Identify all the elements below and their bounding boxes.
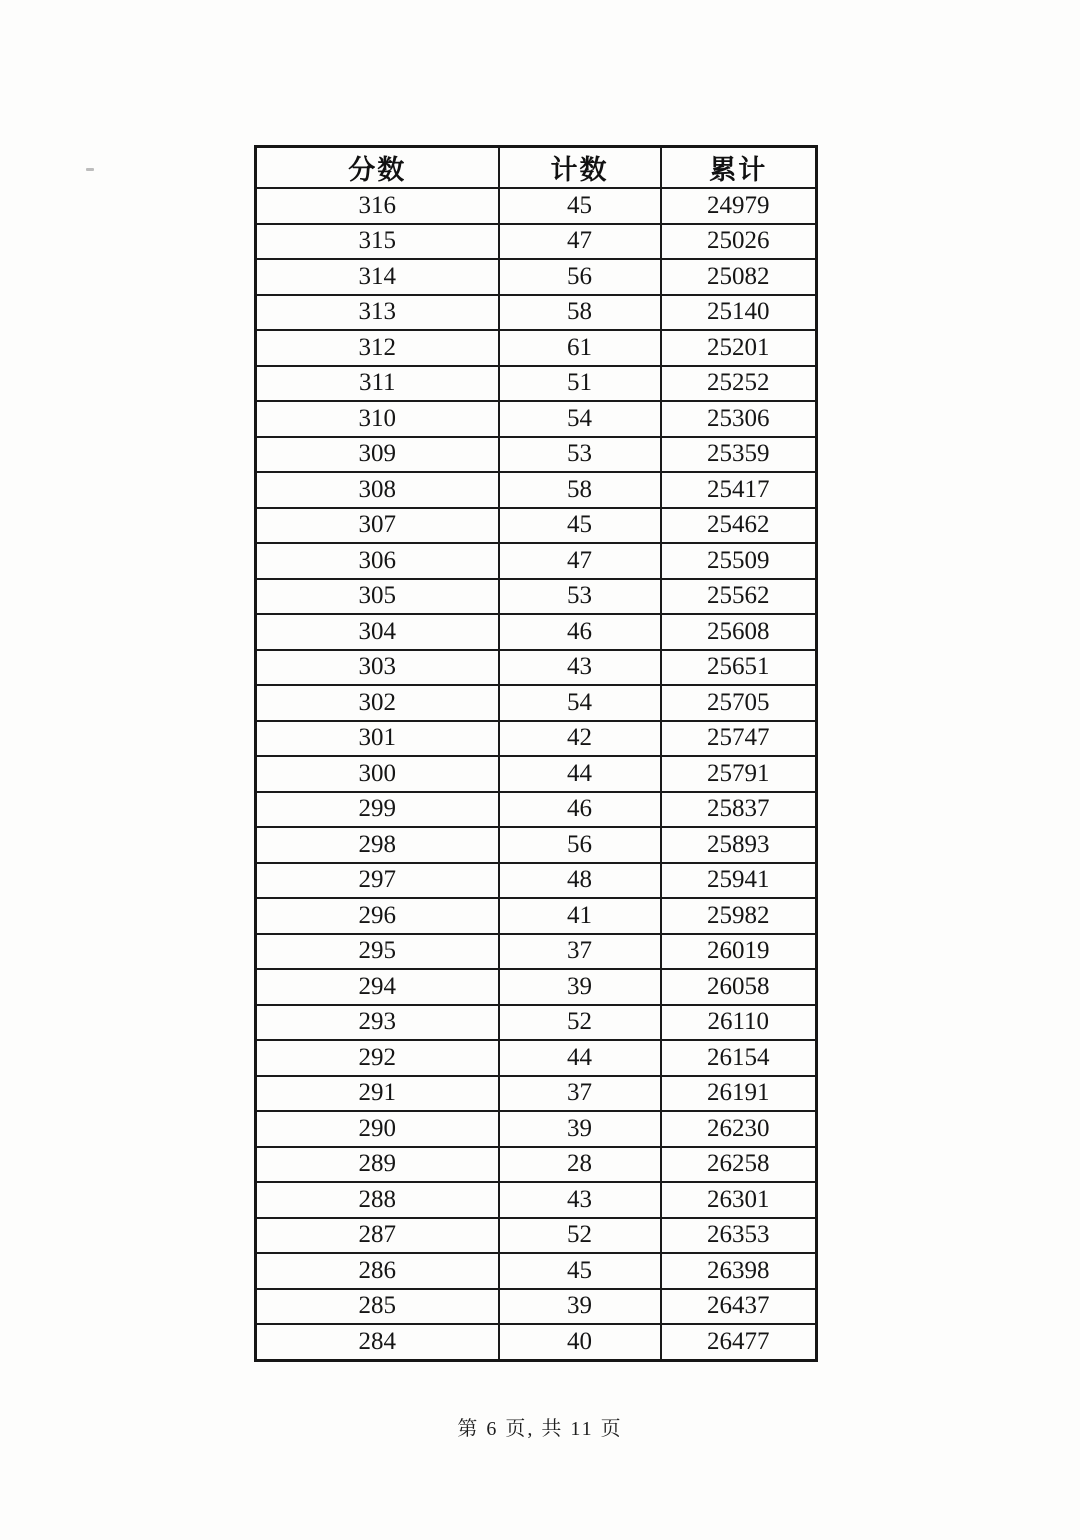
score-cell: 290 — [256, 1111, 499, 1147]
score-cell: 303 — [256, 650, 499, 686]
score-cell: 289 — [256, 1147, 499, 1183]
table-row — [256, 1076, 817, 1112]
score-cell: 300 — [256, 756, 499, 792]
table-row — [256, 827, 817, 863]
score-distribution-table — [254, 145, 818, 1362]
table-row — [256, 259, 817, 295]
score-cell: 315 — [256, 224, 499, 260]
cumulative-cell: 25982 — [661, 898, 817, 934]
count-cell: 61 — [499, 330, 661, 366]
cumulative-cell: 26154 — [661, 1040, 817, 1076]
count-cell: 39 — [499, 1111, 661, 1147]
table-row — [256, 401, 817, 437]
score-cell: 310 — [256, 401, 499, 437]
count-cell: 56 — [499, 259, 661, 295]
table-row — [256, 224, 817, 260]
cumulative-cell: 25608 — [661, 614, 817, 650]
table-row — [256, 1253, 817, 1289]
table-row — [256, 934, 817, 970]
table-row — [256, 366, 817, 402]
count-cell: 39 — [499, 1289, 661, 1325]
score-cell: 306 — [256, 543, 499, 579]
cumulative-cell: 26477 — [661, 1324, 817, 1360]
score-cell: 307 — [256, 508, 499, 544]
count-cell: 47 — [499, 224, 661, 260]
count-cell: 37 — [499, 934, 661, 970]
cumulative-cell: 25252 — [661, 366, 817, 402]
score-cell: 305 — [256, 579, 499, 615]
count-cell: 48 — [499, 863, 661, 899]
cumulative-cell: 25562 — [661, 579, 817, 615]
cumulative-cell: 25306 — [661, 401, 817, 437]
table-row — [256, 295, 817, 331]
score-cell: 299 — [256, 792, 499, 828]
col-header-score: 分数 — [256, 147, 499, 189]
count-cell: 43 — [499, 650, 661, 686]
col-header-cumulative: 累计 — [661, 147, 817, 189]
count-cell: 43 — [499, 1182, 661, 1218]
cumulative-cell: 25026 — [661, 224, 817, 260]
table-row — [256, 1005, 817, 1041]
score-cell: 309 — [256, 437, 499, 473]
cumulative-cell: 25140 — [661, 295, 817, 331]
cumulative-cell: 26437 — [661, 1289, 817, 1325]
count-cell: 42 — [499, 721, 661, 757]
cumulative-cell: 26258 — [661, 1147, 817, 1183]
table-row — [256, 1111, 817, 1147]
score-cell: 294 — [256, 969, 499, 1005]
table-row — [256, 614, 817, 650]
score-table-body — [256, 188, 817, 1360]
count-cell: 44 — [499, 756, 661, 792]
count-cell: 54 — [499, 401, 661, 437]
score-cell: 313 — [256, 295, 499, 331]
count-cell: 46 — [499, 792, 661, 828]
score-cell: 302 — [256, 685, 499, 721]
score-cell: 292 — [256, 1040, 499, 1076]
cumulative-cell: 25082 — [661, 259, 817, 295]
table-row — [256, 1182, 817, 1218]
count-cell: 58 — [499, 295, 661, 331]
cumulative-cell: 25791 — [661, 756, 817, 792]
count-cell: 54 — [499, 685, 661, 721]
table-row — [256, 1218, 817, 1254]
count-cell: 37 — [499, 1076, 661, 1112]
cumulative-cell: 26110 — [661, 1005, 817, 1041]
score-cell: 311 — [256, 366, 499, 402]
table-header-row — [256, 147, 817, 189]
table-row — [256, 898, 817, 934]
table-row — [256, 685, 817, 721]
count-cell: 41 — [499, 898, 661, 934]
cumulative-cell: 25651 — [661, 650, 817, 686]
cumulative-cell: 24979 — [661, 188, 817, 224]
score-cell: 293 — [256, 1005, 499, 1041]
count-cell: 39 — [499, 969, 661, 1005]
table-row — [256, 969, 817, 1005]
count-cell: 53 — [499, 437, 661, 473]
score-cell: 296 — [256, 898, 499, 934]
cumulative-cell: 25359 — [661, 437, 817, 473]
count-cell: 47 — [499, 543, 661, 579]
cumulative-cell: 25705 — [661, 685, 817, 721]
table-row — [256, 1147, 817, 1183]
table-row — [256, 650, 817, 686]
cumulative-cell: 26058 — [661, 969, 817, 1005]
table-row — [256, 437, 817, 473]
count-cell: 53 — [499, 579, 661, 615]
score-cell: 297 — [256, 863, 499, 899]
score-cell: 304 — [256, 614, 499, 650]
scan-artifact-mark — [86, 168, 94, 171]
table-row — [256, 508, 817, 544]
score-cell: 298 — [256, 827, 499, 863]
score-cell: 316 — [256, 188, 499, 224]
cumulative-cell: 26191 — [661, 1076, 817, 1112]
cumulative-cell: 25893 — [661, 827, 817, 863]
table-row — [256, 863, 817, 899]
cumulative-cell: 25941 — [661, 863, 817, 899]
score-cell: 295 — [256, 934, 499, 970]
count-cell: 45 — [499, 508, 661, 544]
table-row — [256, 1289, 817, 1325]
table-row — [256, 543, 817, 579]
score-cell: 287 — [256, 1218, 499, 1254]
col-header-count: 计数 — [499, 147, 661, 189]
table-row — [256, 1324, 817, 1360]
count-cell: 45 — [499, 188, 661, 224]
count-cell: 28 — [499, 1147, 661, 1183]
cumulative-cell: 26019 — [661, 934, 817, 970]
cumulative-cell: 25417 — [661, 472, 817, 508]
count-cell: 46 — [499, 614, 661, 650]
score-cell: 288 — [256, 1182, 499, 1218]
count-cell: 58 — [499, 472, 661, 508]
cumulative-cell: 25747 — [661, 721, 817, 757]
score-cell: 291 — [256, 1076, 499, 1112]
cumulative-cell: 25201 — [661, 330, 817, 366]
count-cell: 51 — [499, 366, 661, 402]
score-cell: 312 — [256, 330, 499, 366]
table-row — [256, 472, 817, 508]
score-cell: 286 — [256, 1253, 499, 1289]
count-cell: 52 — [499, 1005, 661, 1041]
table-row — [256, 330, 817, 366]
cumulative-cell: 26398 — [661, 1253, 817, 1289]
table-row — [256, 579, 817, 615]
count-cell: 56 — [499, 827, 661, 863]
count-cell: 40 — [499, 1324, 661, 1360]
cumulative-cell: 25462 — [661, 508, 817, 544]
table-row — [256, 792, 817, 828]
cumulative-cell: 26353 — [661, 1218, 817, 1254]
cumulative-cell: 25509 — [661, 543, 817, 579]
table-row — [256, 1040, 817, 1076]
score-cell: 285 — [256, 1289, 499, 1325]
table-row — [256, 188, 817, 224]
page-number-footer: 第 6 页, 共 11 页 — [457, 1418, 623, 1440]
count-cell: 52 — [499, 1218, 661, 1254]
table-row — [256, 721, 817, 757]
score-cell: 314 — [256, 259, 499, 295]
cumulative-cell: 26301 — [661, 1182, 817, 1218]
count-cell: 44 — [499, 1040, 661, 1076]
score-cell: 284 — [256, 1324, 499, 1360]
count-cell: 45 — [499, 1253, 661, 1289]
cumulative-cell: 26230 — [661, 1111, 817, 1147]
table-row — [256, 756, 817, 792]
score-cell: 308 — [256, 472, 499, 508]
cumulative-cell: 25837 — [661, 792, 817, 828]
score-cell: 301 — [256, 721, 499, 757]
